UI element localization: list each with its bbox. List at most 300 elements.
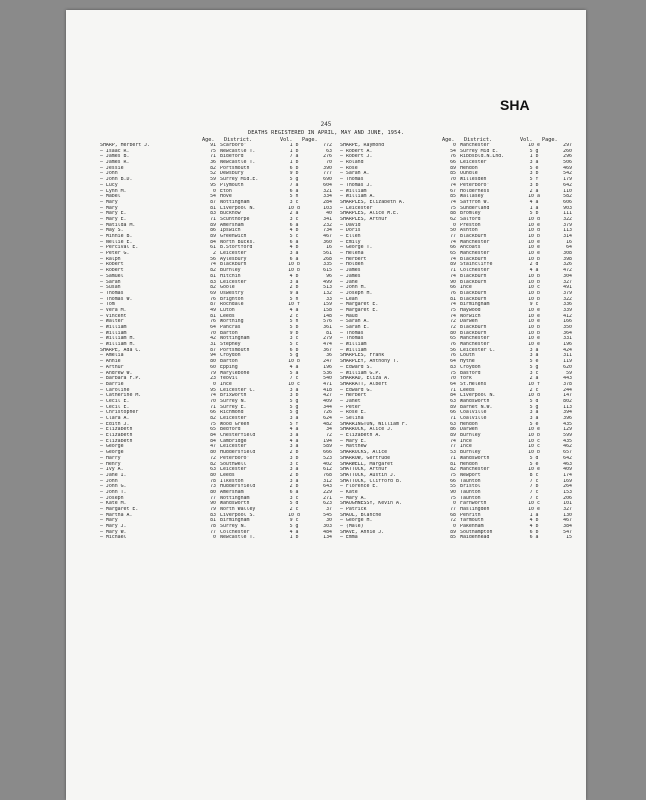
entry-volume: 10 e: [528, 222, 540, 228]
entry-page: 772: [323, 143, 332, 148]
entry-district: Ince: [460, 438, 472, 444]
entry-age: 66: [450, 245, 456, 251]
entry-age: 59: [210, 177, 216, 183]
entry-name: — Kate: [340, 489, 358, 495]
entry-page: 491: [563, 285, 572, 291]
entry-page: 303: [323, 524, 332, 530]
entry-name: — Henry: [100, 461, 121, 467]
entry-page: 196: [323, 364, 332, 370]
entry-age: 89: [450, 165, 456, 171]
entry-page: 666: [323, 450, 332, 456]
entry-name: — Emma: [340, 535, 358, 541]
entry-name: — Margaret E.: [340, 307, 379, 313]
entry-district: Surrey N.: [220, 524, 247, 530]
entry-page: 260: [563, 148, 572, 154]
entry-volume: 4 a: [289, 529, 299, 535]
entry-volume: 5 h: [289, 296, 299, 302]
entry-page: 111: [563, 211, 572, 217]
entry-name: — Robert: [100, 262, 124, 268]
entry-name: — Ivy A.: [100, 467, 124, 473]
entry-page: 148: [323, 313, 332, 319]
entry-page: 643: [323, 484, 332, 490]
entry-page: 229: [323, 489, 332, 495]
entry-volume: 3 a: [289, 478, 299, 484]
entry-name: — Percival E.: [100, 245, 139, 251]
entry-volume: 7 c: [529, 489, 539, 495]
entry-age: 70: [210, 398, 216, 404]
entry-name: — William: [100, 325, 127, 330]
entry-district: Nottingham: [220, 199, 250, 205]
entry-age: 75: [210, 148, 216, 154]
entry-name: — William: [340, 347, 367, 353]
entry-volume: 8 c: [529, 472, 539, 478]
entry-page: 147: [563, 393, 572, 399]
entry-district: Amersham: [220, 489, 244, 495]
entry-district: Hove: [220, 194, 232, 200]
entry-name: — Selina: [340, 416, 364, 421]
entry-page: 443: [563, 376, 572, 382]
entry-district: Saffron W.: [460, 199, 490, 205]
entry-age: 36: [210, 160, 216, 166]
entry-page: 129: [563, 427, 572, 433]
entry-age: 81: [210, 273, 216, 279]
entry-volume: 5 g: [529, 148, 539, 154]
header-page-right: Page.: [542, 137, 558, 143]
entry-district: Marylebone: [220, 370, 250, 376]
entry-page: 284: [323, 199, 332, 205]
entry-page: 81: [326, 330, 332, 336]
entry-district: Leicester C.: [460, 347, 496, 353]
entry-district: Blackburn: [460, 273, 487, 279]
entry-age: 91: [210, 143, 216, 148]
entry-volume: 2 b: [289, 484, 299, 490]
entry-volume: 5 a: [289, 370, 299, 376]
entry-page: 612: [323, 467, 332, 473]
entry-age: 64: [210, 325, 216, 330]
entry-age: 54: [210, 194, 216, 200]
entry-page: 16: [566, 239, 572, 245]
entry-name: — William H.: [100, 342, 136, 348]
header-district-right: District.: [464, 137, 493, 143]
entry-age: 84: [210, 239, 216, 245]
entry-volume: 1 a: [529, 205, 539, 211]
entry-name: — George: [100, 444, 124, 450]
entry-age: 80: [450, 330, 456, 336]
entry-page: 467: [563, 518, 572, 524]
entry-district: Richmond: [220, 410, 244, 416]
entry-age: 75: [450, 205, 456, 211]
entry-name: — George T.: [340, 245, 373, 251]
entry-volume: 3 c: [289, 336, 299, 342]
entry-page: 435: [563, 421, 572, 427]
entry-age: 90: [210, 501, 216, 507]
entry-age: 77: [450, 507, 456, 512]
entry-name: SHATTOCK, Austin J.: [340, 472, 396, 478]
entry-age: 83: [210, 279, 216, 285]
entry-volume: 10 c: [288, 381, 300, 387]
entry-age: 74: [450, 256, 456, 262]
entry-age: 65: [450, 336, 456, 342]
entry-volume: 3 b: [529, 171, 539, 177]
entry-district: Leeds: [220, 313, 235, 319]
entry-name: — Elizabeth A.: [340, 433, 382, 439]
entry-age: 0: [453, 524, 456, 530]
entry-page: 474: [323, 342, 332, 348]
entry-name: — Elizabeth: [100, 433, 133, 439]
entry-name: — Vera M.: [100, 307, 127, 313]
entry-name: — Barrie: [100, 381, 124, 387]
entry-district: Croydon: [460, 364, 481, 370]
entry-page: 312: [323, 478, 332, 484]
entry-district: Wallasey: [460, 194, 484, 200]
entry-district: Ribbsbld.N.Lnd.: [460, 154, 505, 160]
entry-district: Blackburn: [220, 262, 247, 268]
entry-page: 276: [323, 154, 332, 160]
entry-name: — John H.: [340, 285, 367, 291]
entry-district: Blackburn: [460, 290, 487, 296]
entry-age: 95: [210, 387, 216, 393]
entry-name: — Ellen: [340, 234, 361, 239]
entry-volume: 6 b: [529, 529, 539, 535]
entry-age: 81: [210, 518, 216, 524]
entry-name: SHAUGHNESSY, Kevin A.: [340, 501, 402, 507]
entry-volume: 3 c: [529, 370, 539, 376]
entry-volume: 5 g: [289, 353, 299, 359]
entry-age: 63: [210, 467, 216, 473]
entry-name: — Peter G.: [100, 251, 130, 257]
entry-volume: 2 a: [529, 376, 539, 382]
entry-name: — Elizabeth: [100, 438, 133, 444]
entry-district: Maidenhead: [460, 535, 490, 541]
entry-age: 83: [210, 211, 216, 217]
entry-name: — William: [100, 330, 127, 336]
entry-name: — Peter: [340, 404, 361, 410]
entry-age: 76: [210, 296, 216, 302]
entry-volume: 5 g: [289, 404, 299, 410]
entry-volume: 7 b: [529, 484, 539, 490]
entry-name: — Matilda M.: [100, 222, 136, 228]
entry-age: 74: [450, 302, 456, 308]
entry-district: Bromley: [460, 211, 481, 217]
entry-name: — Thomas: [340, 330, 364, 336]
entry-volume: 7 a: [289, 154, 299, 160]
entry-district: Hitchin: [220, 273, 241, 279]
entry-name: — Mary: [100, 518, 118, 524]
entry-district: Darwen: [460, 319, 478, 325]
entry-age: 66: [450, 285, 456, 291]
entry-page: 206: [563, 495, 572, 501]
entry-volume: 2 b: [289, 285, 299, 291]
entry-district: Southampton: [460, 529, 493, 535]
entry-volume: 10 e: [528, 251, 540, 257]
entry-name: — Cecil E.: [100, 404, 130, 410]
entry-district: Blackburn: [460, 330, 487, 336]
entry-district: Pancras: [220, 325, 241, 330]
entry-district: Peterboro': [460, 182, 490, 188]
entry-district: Scunthorpe: [220, 216, 250, 222]
entry-page: 462: [563, 444, 572, 450]
entry-page: 34: [326, 427, 332, 433]
entry-name: SHARPE, Ada C.: [100, 347, 142, 353]
entry-page: 606: [563, 199, 572, 205]
entry-age: 74: [450, 182, 456, 188]
entry-volume: 5 b: [289, 325, 299, 330]
entry-age: 0: [453, 143, 456, 148]
entry-volume: 5 g: [289, 177, 299, 183]
entry-name: — Elizabeth: [100, 427, 133, 433]
entry-district: Oswestry: [220, 290, 244, 296]
entry-page: 604: [323, 182, 332, 188]
entry-name: — Thomas: [340, 177, 364, 183]
entry-district: Ince: [460, 285, 472, 291]
entry-district: Ancoats: [460, 245, 481, 251]
entry-district: Penrith: [460, 512, 481, 518]
entry-name: — Thomas J.: [340, 182, 373, 188]
entry-page: 903: [563, 205, 572, 211]
entry-page: 64: [566, 245, 572, 251]
entry-age: 86: [210, 228, 216, 234]
entry-page: 469: [563, 165, 572, 171]
entry-district: Goole: [220, 285, 235, 291]
entry-volume: 10 e: [528, 319, 540, 325]
entry-name: — Christopher: [100, 410, 139, 416]
entry-district: Portsmouth: [220, 165, 250, 171]
entry-page: 402: [323, 461, 332, 467]
entry-age: 66: [210, 410, 216, 416]
entry-page: 331: [563, 336, 572, 342]
entry-volume: 3 c: [289, 216, 299, 222]
entry-volume: 3 c: [289, 495, 299, 501]
entry-district: Brixworth: [220, 393, 247, 399]
entry-name: SHARPE, Raymond: [340, 143, 385, 148]
entry-district: Wandsworth: [460, 455, 490, 461]
entry-volume: 6 a: [289, 239, 299, 245]
entry-page: 513: [323, 285, 332, 291]
entry-age: 75: [450, 472, 456, 478]
entry-age: 0: [453, 222, 456, 228]
entry-name: — Kate M.: [100, 501, 127, 507]
entry-name: — Florence E.: [340, 484, 379, 490]
entry-name: — Edward G.: [340, 387, 373, 393]
register-entry: [100, 535, 336, 541]
entry-page: 777: [323, 171, 332, 177]
entry-name: — Mary J.: [100, 524, 127, 530]
entry-age: 87: [210, 347, 216, 353]
entry-district: Yeovil: [220, 376, 238, 382]
entry-district: Barton: [220, 359, 238, 365]
entry-age: 74: [210, 393, 216, 399]
entry-age: 89: [210, 222, 216, 228]
entry-district: Manchester: [460, 251, 490, 257]
entry-district: Manchester: [460, 336, 490, 342]
entry-name: — Mary E.: [100, 211, 127, 217]
entry-district: Blackburn: [460, 256, 487, 262]
entry-page: 247: [323, 359, 332, 365]
entry-name: — James: [340, 273, 361, 279]
entry-volume: 2 a: [289, 211, 299, 217]
entry-name: — George H.: [340, 518, 373, 524]
entry-name: — Roland: [340, 160, 364, 166]
entry-district: Barton: [220, 330, 238, 336]
entry-page: 63: [326, 148, 332, 154]
entry-name: — Caroline: [100, 387, 130, 393]
entry-volume: 1 b: [289, 148, 299, 154]
entry-volume: 4 a: [289, 364, 299, 370]
entry-volume: 10 c: [528, 444, 540, 450]
header-district-left: District.: [224, 137, 253, 143]
entry-volume: 5 e: [529, 359, 539, 365]
entry-district: York: [460, 376, 472, 382]
entry-age: 50: [450, 228, 456, 234]
entry-page: 169: [563, 478, 572, 484]
entry-volume: 4 b: [289, 228, 299, 234]
entry-name: — Tom: [100, 302, 115, 308]
entry-page: 174: [563, 472, 572, 478]
entry-district: Leeds: [220, 472, 235, 478]
entry-volume: 10 a: [528, 194, 540, 200]
entry-page: 119: [563, 359, 572, 365]
entry-page: 72: [326, 433, 332, 439]
header-age-left: Age.: [202, 137, 215, 143]
register-entry: [340, 535, 576, 541]
entry-age: 74: [450, 199, 456, 205]
entry-name: — James B.: [100, 154, 130, 160]
entry-district: Ince: [220, 381, 232, 387]
entry-name: SHARPLES, Elizabeth A.: [340, 199, 405, 205]
entry-district: B.Stortford: [220, 245, 253, 251]
entry-age: 90: [450, 489, 456, 495]
entry-page: 624: [323, 416, 332, 421]
entry-page: 561: [323, 251, 332, 257]
entry-age: 68: [450, 512, 456, 518]
entry-district: Eton: [220, 188, 232, 194]
entry-page: 334: [323, 194, 332, 200]
entry-page: 726: [323, 410, 332, 416]
entry-page: 623: [323, 501, 332, 507]
entry-volume: 5 e: [529, 461, 539, 467]
entry-district: Luton: [220, 307, 235, 313]
entry-district: Barnet N.W.: [460, 404, 493, 410]
entry-volume: 5 c: [289, 234, 299, 239]
entry-district: Bideford: [220, 154, 244, 160]
entry-district: Coalville: [460, 416, 487, 421]
entry-district: Ashton: [460, 228, 478, 234]
entry-age: 89: [450, 262, 456, 268]
entry-name: — Mary: [100, 199, 118, 205]
entry-page: 59: [566, 370, 572, 376]
entry-volume: 10 c: [528, 285, 540, 291]
entry-age: 66: [450, 478, 456, 484]
entry-name: — Martha A.: [100, 512, 133, 518]
entry-volume: 10 b: [528, 256, 540, 262]
entry-age: 79: [210, 507, 216, 512]
entry-name: SHARPLES, Arthur: [340, 216, 388, 222]
entry-name: — (Male): [340, 524, 364, 530]
entry-name: — Mary: [100, 205, 118, 211]
entry-page: 134: [323, 535, 332, 541]
entry-name: — Robert A.: [340, 148, 373, 154]
entry-age: 63: [450, 398, 456, 404]
entry-volume: 6 b: [289, 347, 299, 353]
entry-name: — Helena: [340, 251, 364, 257]
entry-age: 64: [450, 359, 456, 365]
entry-page: 130: [563, 512, 572, 518]
entry-page: 132: [323, 290, 332, 296]
entry-age: 81: [210, 205, 216, 211]
entry-age: 56: [450, 347, 456, 353]
entry-district: Worthing: [220, 319, 244, 325]
entry-district: Huddersfield: [220, 450, 256, 456]
entry-page: 523: [323, 455, 332, 461]
entry-name: — Patrick: [340, 507, 367, 512]
entry-volume: 10 b: [528, 325, 540, 330]
entry-age: 47: [210, 444, 216, 450]
entry-volume: 5 d: [289, 501, 299, 507]
entry-district: Norwich: [460, 313, 481, 319]
entry-age: 89: [450, 433, 456, 439]
entry-name: — Walter: [100, 319, 124, 325]
page-title: DEATHS REGISTERED IN APRIL, MAY AND JUNE, 1954.: [247, 130, 405, 136]
entry-page: 322: [563, 216, 572, 222]
entry-volume: 6 b: [289, 165, 299, 171]
entry-volume: 7 c: [529, 478, 539, 484]
entry-name: — William: [340, 342, 367, 348]
entry-name: — Lucy: [100, 182, 118, 188]
entry-district: Pakenham: [460, 524, 484, 530]
entry-page: 70: [326, 160, 332, 166]
entry-volume: 3 a: [289, 387, 299, 393]
entry-age: 80: [210, 450, 216, 456]
entry-age: 95: [210, 182, 216, 188]
entry-page: 101: [563, 501, 572, 507]
entry-name: — John G.: [100, 484, 127, 490]
entry-volume: 10 c: [528, 438, 540, 444]
entry-age: 64: [450, 381, 456, 387]
entry-volume: 3 a: [289, 416, 299, 421]
entry-age: 78: [210, 478, 216, 484]
entry-district: St.Helens: [460, 381, 487, 387]
entry-name: SHAUL, Blanche: [340, 512, 382, 518]
entry-age: 77: [210, 495, 216, 501]
entry-name: SHARROW, Gertrude: [340, 455, 391, 461]
entry-name: SHARRINGTON, William F.: [340, 421, 408, 427]
entry-name: — Cecil E.: [100, 398, 130, 404]
entry-name: SHARWELL, Margaret: [340, 461, 393, 467]
entry-age: 0: [453, 501, 456, 507]
entry-volume: 10 b: [528, 234, 540, 239]
entry-district: Hendon: [460, 461, 478, 467]
entry-district: Portsmouth: [220, 347, 250, 353]
entry-volume: 2 c: [289, 313, 299, 319]
entry-age: 76: [450, 290, 456, 296]
index-tag: SHA: [500, 97, 530, 113]
entry-volume: 10 b: [288, 268, 300, 274]
entry-page: 471: [323, 381, 332, 387]
entry-name: — Maud: [340, 313, 358, 319]
entry-district: Birmingham: [220, 518, 250, 524]
entry-district: Chesterfield: [220, 433, 256, 439]
entry-district: Newcastle T.: [220, 535, 256, 541]
entry-page: 499: [323, 279, 332, 285]
entry-name: — James R.: [100, 160, 130, 166]
entry-age: 75: [210, 421, 216, 427]
entry-page: 409: [563, 467, 572, 473]
entry-age: 2: [213, 251, 216, 257]
entry-age: 54: [450, 148, 456, 154]
entry-name: — Catherine M.: [100, 393, 142, 399]
entry-page: 542: [563, 171, 572, 177]
entry-volume: 10 b: [528, 330, 540, 336]
